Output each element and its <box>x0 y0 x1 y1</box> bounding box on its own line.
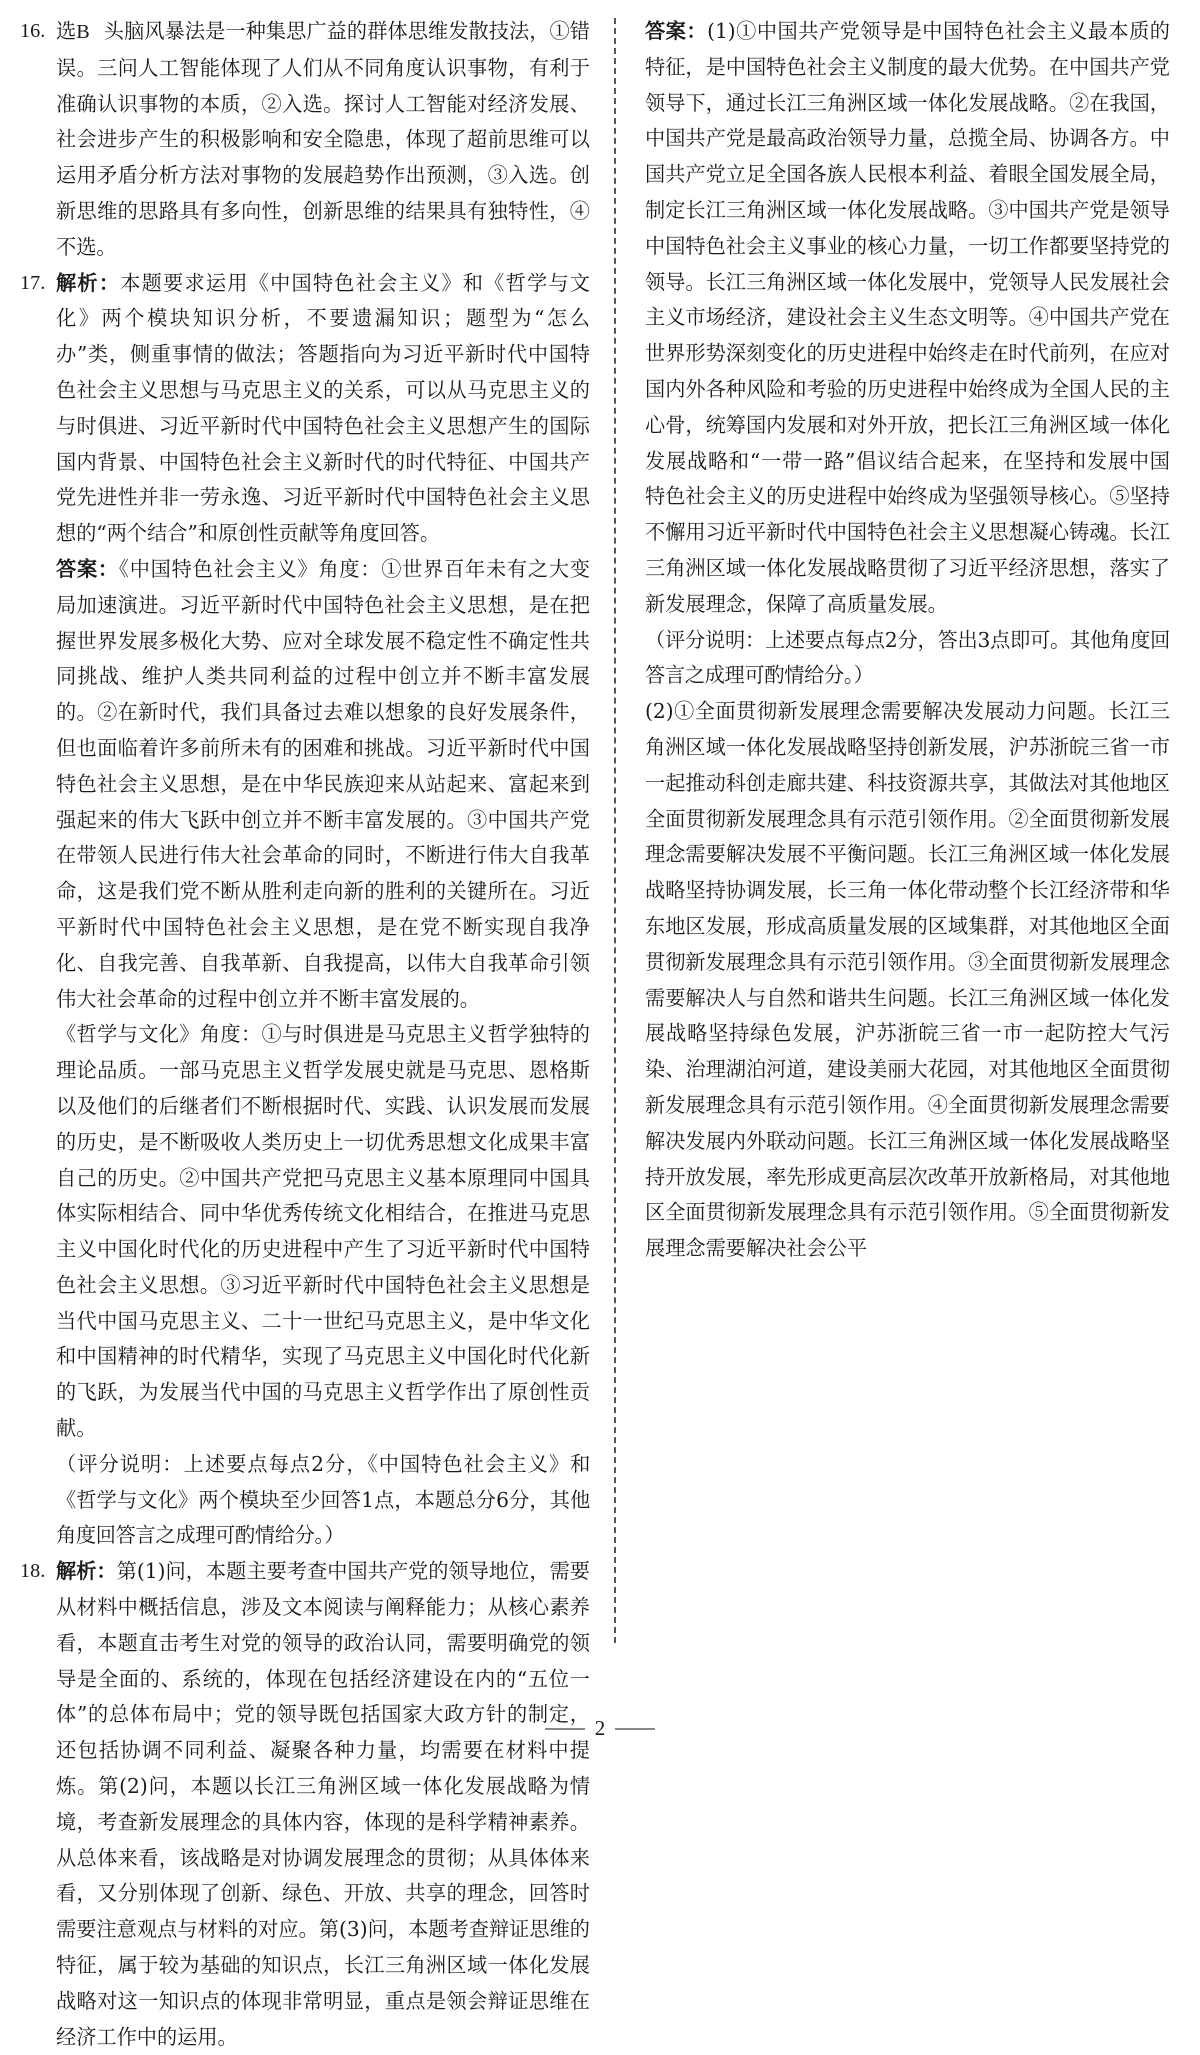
q17-answer-philosophy <box>20 1017 590 1447</box>
analysis-label: 解析： <box>56 270 121 295</box>
answer-letter: B <box>76 21 90 43</box>
page-footer <box>0 1716 1200 1746</box>
scoring-note: （评分说明：上述要点每点2分，答出3点即可。其他角度回答言之成理可酌情给分。） <box>645 627 1170 688</box>
answer-label: 答案： <box>56 556 119 581</box>
answer-paragraph: 《中国特色社会主义》角度：①世界百年未有之大变局加速演进。习近平新时代中国特色社会主义思想，是在把握世界发展多极化大势、应对全球发展不稳定性不确定性共同挑战、维护人类共同利益的过程中创立并不断丰富发展的。②在新时代，我们具备过去难以想象的良好发展条件，但也面临着许多前所未有的困难和挑战。习近平新时代中国特色社会主义思想，是在中华民族迎来从站起来、富起来到强起来的伟大飞跃中创立并不断丰富发展的。③中国共产党在带领人民进行伟大社会革命的同时，不断进行伟大自我革命，这是我们党不断从胜利走向新的胜利的关键所在。习近平新时代中国特色社会主义思想，是在党不断实现自我净化、自我完善、自我革新、自我提高，以伟大自我革命引领伟大社会革命的过程中创立并不断丰富发展的。 <box>56 556 590 1011</box>
answer-paragraph: (2)①全面贯彻新发展理念需要解决发展动力问题。长江三角洲区域一体化发展战略坚持创新发展，沪苏浙皖三省一市一起推动科创走廊共建、科技资源共享，其做法对其他地区全面贯彻新发展理念具有示范引领作用。②全面贯彻新发展理念需要解决发展不平衡问题。长江三角洲区域一体化发展战略坚持协调发展，长三角一体化带动整个长江经济带和华东地区发展，形成高质量发展的区域集群，对其他地区全面贯彻新发展理念具有示范引领作用。③全面贯彻新发展理念需要解决人与自然和谐共生问题。长江三角洲区域一体化发展战略坚持绿色发展，沪苏浙皖三省一市一起防控大气污染、治理湖泊河道，建设美丽大花园，对其他地区全面贯彻新发展理念具有示范引领作用。④全面贯彻新发展理念需要解决发展内外联动问题。长江三角洲区域一体化发展战略坚持开放发展，率先形成更高层次改革开放新格局，对其他地区全面贯彻新发展理念具有示范引领作用。⑤全面贯彻新发展理念需要解决社会公平 <box>645 699 1170 1261</box>
question-17 <box>20 266 590 552</box>
footer-dash-left <box>545 1728 585 1730</box>
question-number: 18. <box>20 1560 46 1583</box>
footer-dash-right <box>615 1728 655 1730</box>
q17-answer <box>20 552 590 1017</box>
answer-prefix: 选 <box>56 19 77 43</box>
right-column <box>645 14 1170 1267</box>
analysis-label: 解析： <box>56 1559 117 1584</box>
question-16 <box>20 14 590 266</box>
page-number: 2 <box>594 1716 606 1740</box>
analysis-text: 本题要求运用《中国特色社会主义》和《哲学与文化》两个模块知识分析，不要遗漏知识；题型为“怎么办”类，侧重事情的做法；答题指向为习近平新时代中国特色社会主义思想与马克思主义的关系，可以从马克思主义的与时俱进、习近平新时代中国特色社会主义思想产生的国际国内背景、中国特色社会主义新时代的时代特征、中国共产党先进性并非一劳永逸、习近平新时代中国特色社会主义思想的“两个结合”和原创性贡献等角度回答。 <box>56 270 590 546</box>
q18-answer <box>645 14 1170 623</box>
q18-answer-part2 <box>645 694 1170 1267</box>
analysis-text: 第(1)问，本题主要考查中国共产党的领导地位，需要从材料中概括信息，涉及文本阅读与阐释能力；从核心素养看，本题直击考生对党的领导的政治认同，需要明确党的领导是全面的、系统的，体现在包括经济建设在内的“五位一体”的总体布局中；党的领导既包括国家大政方针的制定，还包括协调不同利益、凝聚各种力量，均需要在材料中提炼。第(2)问，本题以长江三角洲区域一体化发展战略为情境，考查新发展理念的具体内容，体现的是科学精神素养。从总体来看，该战略是对协调发展理念的贯彻；从具体体来看，又分别体现了创新、绿色、开放、共享的理念，回答时需要注意观点与材料的对应。第(3)问，本题考查辩证思维的特征，属于较为基础的知识点，长江三角洲区域一体化发展战略对这一知识点的体现非常明显，重点是领会辩证思维在经济工作中的运用。 <box>56 1559 590 2049</box>
left-column <box>20 14 590 2055</box>
q18-scoring-note <box>645 623 1170 695</box>
answer-label: 答案： <box>645 19 708 43</box>
question-number: 17. <box>20 271 46 294</box>
column-divider <box>614 18 616 1643</box>
scoring-note: （评分说明：上述要点每点2分，《中国特色社会主义》和《哲学与文化》两个模块至少回答1点，本题总分6分，其他角度回答言之成理可酌情给分。） <box>56 1451 590 1548</box>
q17-scoring-note <box>20 1447 590 1554</box>
question-18 <box>20 1554 590 2055</box>
explanation-text: 头脑风暴法是一种集思广益的群体思维发散技法，①错误。三问人工智能体现了人们从不同角度认识事物，有利于准确认识事物的本质，②入选。探讨人工智能对经济发展、社会进步产生的积极影响和安全隐患，体现了超前思维可以运用矛盾分析方法对事物的发展趋势作出预测，③入选。创新思维的思路具有多向性，创新思维的结果具有独特性，④不选。 <box>56 19 590 259</box>
question-number: 16. <box>20 20 46 42</box>
answer-paragraph: 《哲学与文化》角度：①与时俱进是马克思主义哲学独特的理论品质。一部马克思主义哲学发展史就是马克思、恩格斯以及他们的后继者们不断根据时代、实践、认识发展而发展的历史，是不断吸收人类历史上一切优秀思想文化成果丰富自己的历史。②中国共产党把马克思主义基本原理同中国具体实际相结合、同中华优秀传统文化相结合，在推进马克思主义中国化时代化的历史进程中产生了习近平新时代中国特色社会主义思想。③习近平新时代中国特色社会主义思想是当代中国马克思主义、二十一世纪马克思主义，是中华文化和中国精神的时代精华，实现了马克思主义中国化时代化新的飞跃，为发展当代中国的马克思主义哲学作出了原创性贡献。 <box>56 1022 590 1441</box>
answer-paragraph: (1)①中国共产党领导是中国特色社会主义最本质的特征，是中国特色社会主义制度的最大优势。在中国共产党领导下，通过长江三角洲区域一体化发展战略。②在我国，中国共产党是最高政治领导力量，总揽全局、协调各方。中国共产党立足全国各族人民根本利益、着眼全国发展全局，制定长江三角洲区域一体化发展战略。③中国共产党是领导中国特色社会主义事业的核心力量，一切工作都要坚持党的领导。长江三角洲区域一体化发展中，党领导人民发展社会主义市场经济，建设社会主义生态文明等。④中国共产党在世界形势深刻变化的历史进程中始终走在时代前列，在应对国内外各种风险和考验的历史进程中始终成为全国人民的主心骨，统筹国内发展和对外开放，把长江三角洲区域一体化发展战略和“一带一路”倡议结合起来，在坚持和发展中国特色社会主义的历史进程中始终成为坚强领导核心。⑤坚持不懈用习近平新时代中国特色社会主义思想凝心铸魂。长江三角洲区域一体化发展战略贯彻了习近平经济思想，落实了新发展理念，保障了高质量发展。 <box>645 19 1170 616</box>
